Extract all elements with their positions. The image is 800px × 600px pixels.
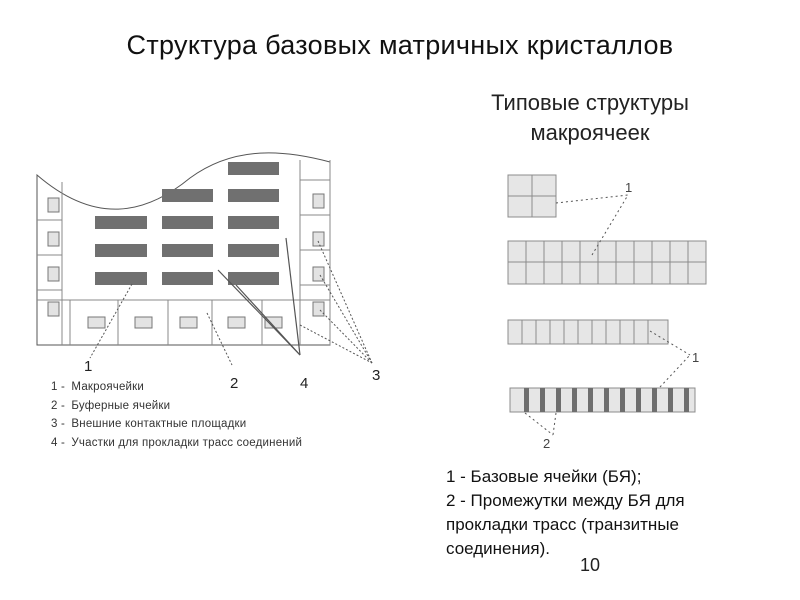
basic-cell-block-2x2 (508, 175, 556, 217)
macrocell (228, 244, 279, 257)
note-line-3: прокладки трасс (транзитные (446, 515, 679, 534)
right-notes (446, 465, 766, 561)
macrocell (162, 189, 213, 202)
legend-text: Участки для прокладки трасс соединений (71, 436, 303, 449)
macrocell (162, 216, 213, 229)
macrocell (228, 216, 279, 229)
legend-number: 4 - (51, 436, 66, 449)
contact-pad (48, 267, 59, 281)
contact-pad (88, 317, 105, 328)
legend-number: 3 - (51, 418, 66, 430)
subtitle-line-2: макроячеек (530, 120, 650, 145)
slide-title: Структура базовых матричных кристаллов (126, 30, 674, 60)
callout-right-2: 2 (543, 436, 551, 451)
legend-item (51, 378, 302, 397)
macrocell (162, 272, 213, 285)
macrocell (228, 272, 279, 285)
chip-structure-diagram (37, 153, 380, 392)
subtitle-line-1: Типовые структуры (491, 90, 689, 115)
callout-1: 1 (84, 358, 93, 375)
macrocell (228, 189, 279, 202)
contact-pad (48, 198, 59, 212)
page-number: 10 (580, 555, 601, 575)
callout-right-1-top: 1 (625, 180, 633, 195)
note-line-4: соединения). (446, 539, 550, 558)
macrocell (228, 162, 279, 175)
legend-number: 1 - (51, 381, 66, 393)
macrocell (95, 216, 147, 229)
macrocell-structures-diagram (508, 175, 706, 451)
macrocell (95, 244, 147, 257)
callout-right-1-mid: 1 (692, 350, 700, 365)
contact-pad (48, 302, 59, 316)
contact-pad (313, 232, 324, 246)
callout-3: 3 (372, 367, 381, 384)
macrocell (95, 272, 147, 285)
callout-4: 4 (300, 375, 309, 392)
legend-number: 2 - (51, 399, 66, 412)
basic-cell-strip-1-row (508, 320, 668, 344)
note-line-1: 1 - Базовые ячейки (БЯ); (446, 467, 642, 486)
note-line-2: 2 - Промежутки между БЯ для (446, 491, 685, 510)
legend-item (51, 397, 302, 416)
legend-text: Макроячейки (71, 381, 145, 393)
macrocell (162, 244, 213, 257)
contact-pad (180, 317, 197, 328)
contact-pad (135, 317, 152, 328)
legend-text: Внешние контактные площадки (71, 418, 247, 430)
basic-cell-strip-2-row (508, 241, 706, 284)
cell-strip-with-routing-gaps (510, 388, 695, 412)
legend-text: Буферные ячейки (71, 399, 171, 412)
contact-pad (48, 232, 59, 246)
left-legend (51, 378, 302, 452)
callout-2: 2 (230, 375, 239, 392)
contact-pad (228, 317, 245, 328)
contact-pad (313, 194, 324, 208)
legend-item (51, 415, 302, 434)
contact-pad (313, 302, 324, 316)
legend-item (51, 434, 302, 453)
